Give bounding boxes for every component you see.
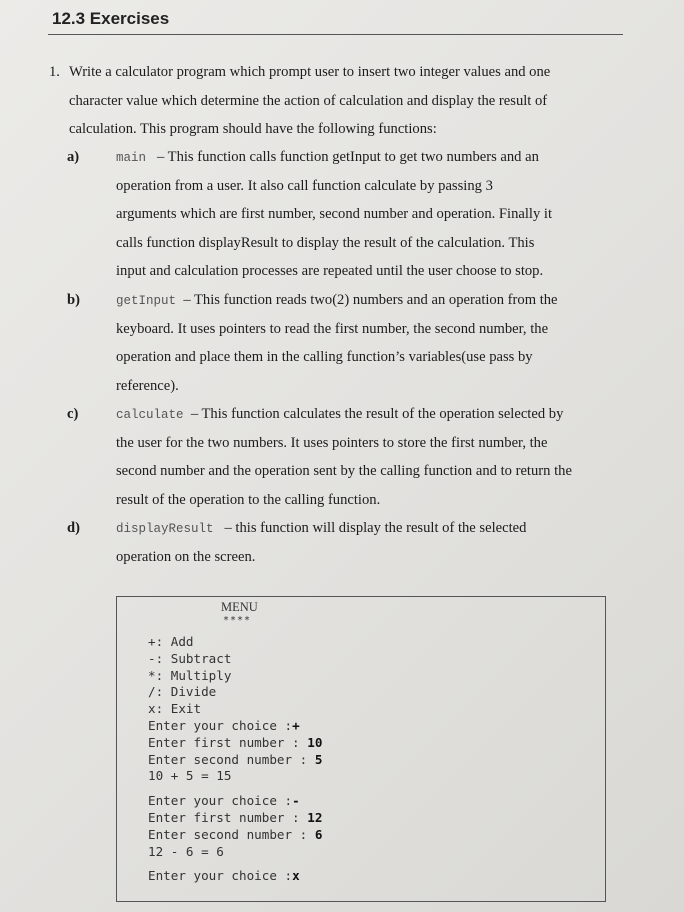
item-label: c) <box>67 406 79 422</box>
user-input: 6 <box>314 826 323 842</box>
item-line: result of the operation to the calling function. <box>116 491 381 508</box>
user-input: 12 <box>307 809 323 825</box>
item-line: – this function will display the result of the selected <box>224 520 527 536</box>
item-line: calls function displayResult to display the result of the calculation. This <box>116 234 535 251</box>
console-line: Enter first number : 10 <box>148 734 323 750</box>
menu-option: /: Divide <box>148 684 217 700</box>
menu-option: -: Subtract <box>148 650 232 666</box>
heading-rule <box>48 34 623 35</box>
item-line: – This function calls function getInput to get two numbers and an <box>156 149 539 165</box>
user-input: 5 <box>314 751 323 767</box>
menu-underline: **** <box>223 615 252 626</box>
menu-title: MENU <box>221 600 258 614</box>
console-result: 10 + 5 = 15 <box>148 768 232 784</box>
sample-output-box <box>116 596 606 902</box>
function-name: main <box>116 151 147 165</box>
question-line: character value which determine the action of calculation and display the result of <box>69 92 548 109</box>
item-line: the user for the two numbers. It uses pointers to store the first number, the <box>116 434 548 451</box>
item-line: – This function calculates the result of the operation selected by <box>190 406 564 422</box>
item-label: b) <box>67 292 80 308</box>
console-line: Enter your choice :- <box>148 793 300 809</box>
console-line: Enter second number : 5 <box>148 751 323 767</box>
user-input: + <box>292 717 300 733</box>
user-input: 10 <box>307 734 323 750</box>
function-name: displayResult <box>116 522 214 536</box>
section-heading: 12.3 Exercises <box>52 9 170 28</box>
console-line: Enter second number : 6 <box>148 826 323 842</box>
function-name: calculate <box>116 408 184 422</box>
question-number: 1. <box>49 64 60 80</box>
item-line: input and calculation processes are repeated until the user choose to stop. <box>116 263 544 279</box>
menu-option: +: Add <box>148 634 194 649</box>
console-line: Enter your choice :+ <box>148 717 300 733</box>
item-line: – This function reads two(2) numbers and an operation from the <box>183 292 558 308</box>
item-line: operation on the screen. <box>116 548 256 565</box>
question-line: calculation. This program should have the following functions: <box>69 121 437 137</box>
console-lines <box>148 634 322 885</box>
user-input: - <box>292 793 300 809</box>
menu-option: *: Multiply <box>148 667 232 683</box>
item-line: operation and place them in the calling function’s variables(use pass by <box>116 349 533 365</box>
item-line: operation from a user. It also call function calculate by passing 3 <box>116 177 493 194</box>
console-line: Enter first number : 12 <box>148 809 323 825</box>
function-name: getInput <box>116 294 177 308</box>
item-line: keyboard. It uses pointers to read the first number, the second number, the <box>116 320 549 337</box>
item-label: a) <box>67 149 80 165</box>
console-result: 12 - 6 = 6 <box>148 843 224 859</box>
console-line: Enter your choice :x <box>148 868 300 884</box>
question-line: 1. Write a calculator program which prompt user to insert two integer values and one <box>49 58 624 87</box>
item-line: arguments which are first number, second number and operation. Finally it <box>116 206 553 222</box>
menu-option: x: Exit <box>148 701 202 717</box>
item-line: second number and the operation sent by the calling function and to return the <box>116 463 572 479</box>
item-label: d) <box>67 520 80 536</box>
item-line: reference). <box>116 377 179 394</box>
user-input: x <box>292 868 300 884</box>
question-1 <box>49 58 624 144</box>
